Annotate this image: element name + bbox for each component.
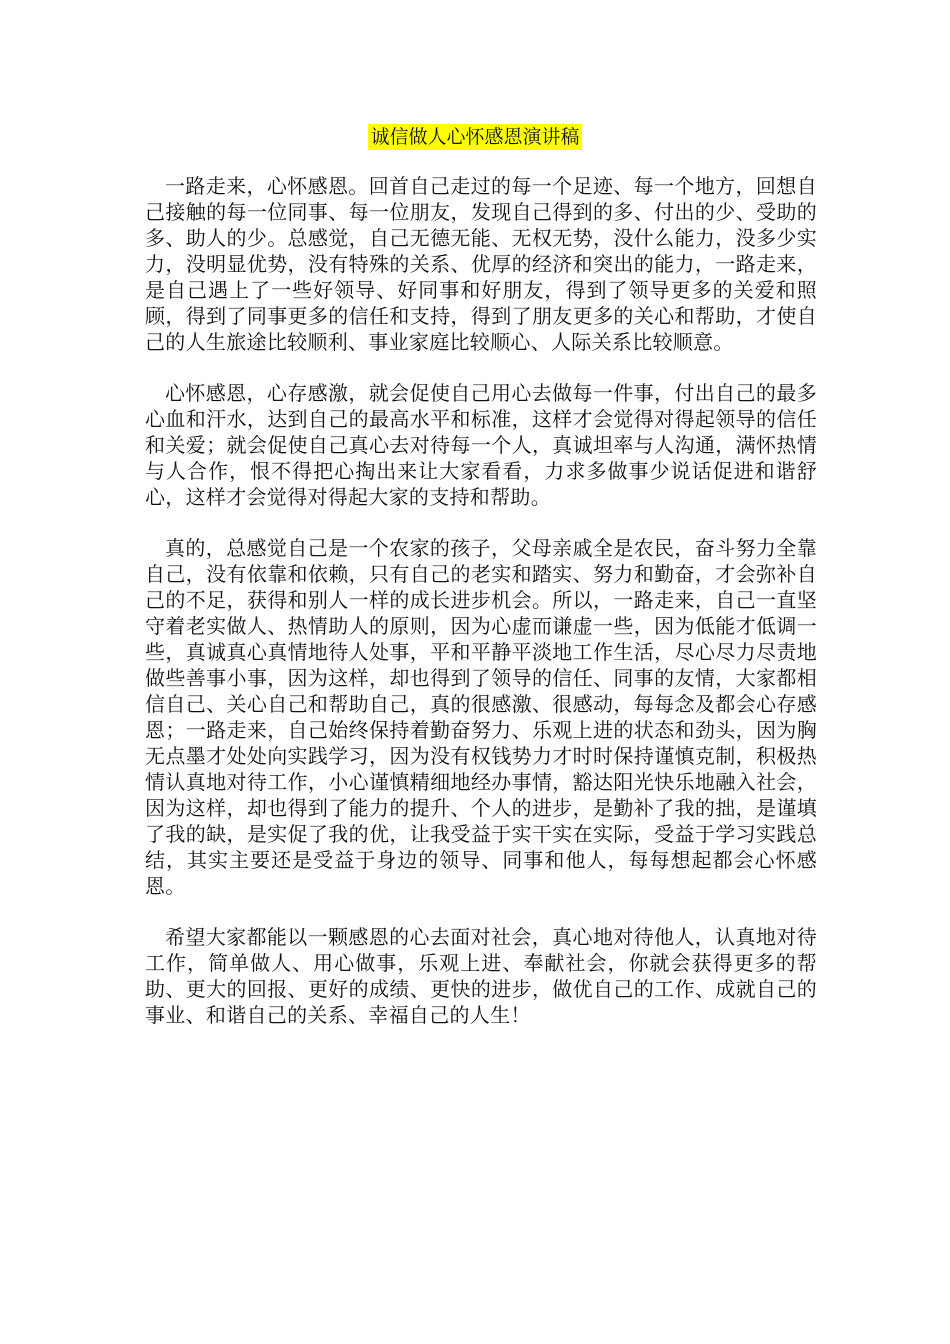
paragraph-3: 真的，总感觉自己是一个农家的孩子，父母亲戚全是农民，奋斗努力全靠自己，没有依靠和依赖，只有自己的老实和踏实、努力和勤奋，才会弥补自己的不足，获得和别人一样的成长进步机会。所以，一路走来，自己一直坚守着老实做人、热情助人的原则，因为心虚而谦虚一些，因为低能才低调一些，真诚真心真情地待人处事，平和平静平淡地工作生活，尽心尽力尽责地做些善事小事，因为这样，却也得到了领导的信任、同事的友情，大家都相信自己、关心自己和帮助自己，真的很感激、很感动，每每念及都会心存感恩；一路走来，自己始终保持着勤奋努力、乐观上进的状态和劲头，因为胸无点墨才处处向实践学习，因为没有权钱势力才时时保持谨慎克制，积极热情认真地对待工作，小心谨慎精细地经办事情，豁达阳光快乐地融入社会，因为这样，却也得到了能力的提升、个人的进步，是勤补了我的拙，是谨填了我的缺，是实促了我的优，让我受益于实干实在实际，受益于学习实践总结，其实主要还是受益于身边的领导、同事和他人，每每想起都会心怀感恩。 <box>145 536 817 898</box>
paragraph-4: 希望大家都能以一颗感恩的心去面对社会，真心地对待他人，认真地对待工作，简单做人、用心做事，乐观上进、奉献社会，你就会获得更多的帮助、更大的回报、更好的成绩、更快的进步，做优自己的工作、成就自己的事业、和谐自己的关系、幸福自己的人生！ <box>145 925 817 1027</box>
paragraph-1: 一路走来，心怀感恩。回首自己走过的每一个足迹、每一个地方，回想自己接触的每一位同事、每一位朋友，发现自己得到的多、付出的少、受助的多、助人的少。总感觉，自己无德无能、无权无势，没什么能力，没多少实力，没明显优势，没有特殊的关系、优厚的经济和突出的能力，一路走来，是自己遇上了一些好领导、好同事和好朋友，得到了领导更多的关爱和照顾，得到了同事更多的信任和支持，得到了朋友更多的关心和帮助，才使自己的人生旅途比较顺利、事业家庭比较顺心、人际关系比较顺意。 <box>145 174 817 354</box>
document-body <box>145 173 817 1053</box>
title-container <box>0 124 950 150</box>
paragraph-2: 心怀感恩，心存感激，就会促使自己用心去做每一件事，付出自己的最多心血和汗水，达到自己的最高水平和标准，这样才会觉得对得起领导的信任和关爱；就会促使自己真心去对待每一个人，真诚坦率与人沟通，满怀热情与人合作，恨不得把心掏出来让大家看看，力求多做事少说话促进和谐舒心，这样才会觉得对得起大家的支持和帮助。 <box>145 381 817 509</box>
document-title: 诚信做人心怀感恩演讲稿 <box>370 126 580 148</box>
